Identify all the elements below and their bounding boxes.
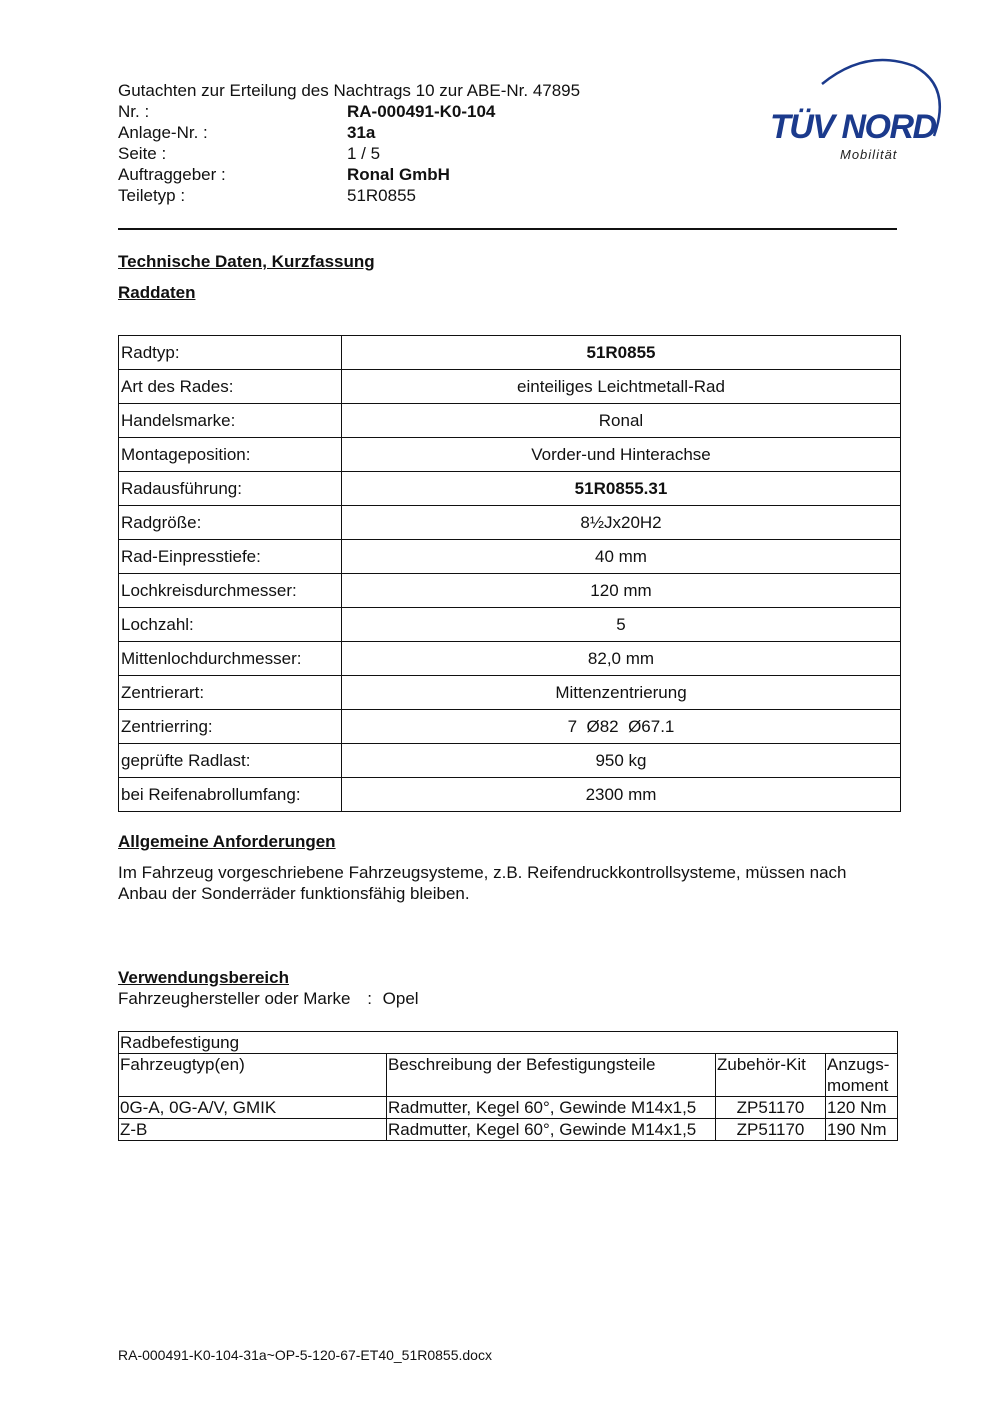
header-label: Teiletyp :	[118, 186, 186, 205]
spec-label: Radtyp:	[119, 336, 342, 370]
header-value: 1 / 5	[347, 144, 381, 163]
raddaten-table	[118, 335, 901, 812]
table-row	[119, 540, 901, 574]
table-title-row	[119, 1032, 898, 1054]
column-header: Fahrzeugtyp(en)	[119, 1054, 387, 1097]
header-title: Gutachten zur Erteilung des Nachtrags 10 zur ABE-Nr. 47895	[118, 81, 581, 100]
header-label: Anlage-Nr. :	[118, 123, 208, 142]
spec-label: Zentrierring:	[119, 710, 342, 744]
spec-label: Art des Rades:	[119, 370, 342, 404]
table-cell: Radmutter, Kegel 60°, Gewinde M14x1,5	[387, 1119, 716, 1141]
tuev-nord-logo	[766, 58, 946, 168]
table-cell: 0G-A, 0G-A/V, GMIK	[119, 1097, 387, 1119]
manufacturer-separator: :	[367, 989, 372, 1008]
table-row	[119, 472, 901, 506]
section-title-tech: Technische Daten, Kurzfassung	[118, 252, 375, 271]
document-header	[118, 80, 580, 206]
spec-value: 2300 mm	[342, 778, 901, 812]
table-row	[119, 574, 901, 608]
header-value: Ronal GmbH	[347, 165, 450, 184]
table-row	[119, 710, 901, 744]
header-field-auftraggeber	[118, 164, 580, 185]
section-title-allgemein: Allgemeine Anforderungen	[118, 832, 336, 851]
table-row	[119, 1097, 898, 1119]
table-row	[119, 404, 901, 438]
header-value: RA-000491-K0-104	[347, 102, 496, 121]
manufacturer-label: Fahrzeughersteller oder Marke	[118, 989, 351, 1008]
footer-filename: RA-000491-K0-104-31a~OP-5-120-67-ET40_51R0855.docx	[118, 1347, 492, 1363]
table-title: Radbefestigung	[119, 1032, 898, 1054]
column-header: Zubehör-Kit	[716, 1054, 826, 1097]
table-row	[119, 1119, 898, 1141]
header-field-teiletyp	[118, 185, 580, 206]
spec-label: Rad-Einpresstiefe:	[119, 540, 342, 574]
table-cell: Z-B	[119, 1119, 387, 1141]
spec-label: Radgröße:	[119, 506, 342, 540]
spec-label: Radausführung:	[119, 472, 342, 506]
table-row	[119, 438, 901, 472]
spec-value: 40 mm	[342, 540, 901, 574]
allgemein-paragraph: Im Fahrzeug vorgeschriebene Fahrzeugsysteme, z.B. Reifendruckkontrollsysteme, müssen nach Anbau der Sonderräder funktionsfähig bleiben.	[118, 863, 847, 903]
table-header-row	[119, 1054, 898, 1097]
spec-value: 51R0855.31	[342, 472, 901, 506]
table-row	[119, 608, 901, 642]
spec-value: einteiliges Leichtmetall-Rad	[342, 370, 901, 404]
table-row	[119, 506, 901, 540]
spec-label: geprüfte Radlast:	[119, 744, 342, 778]
manufacturer-value: Opel	[382, 989, 419, 1008]
spec-value: 950 kg	[342, 744, 901, 778]
header-field-anlage	[118, 122, 580, 143]
spec-value: Ronal	[342, 404, 901, 438]
header-divider	[118, 228, 897, 230]
header-label: Seite :	[118, 144, 167, 163]
table-row	[119, 778, 901, 812]
spec-label: bei Reifenabrollumfang:	[119, 778, 342, 812]
table-cell: ZP51170	[716, 1097, 826, 1119]
header-label: Auftraggeber :	[118, 165, 226, 184]
logo-sub-text: Mobilität	[840, 147, 898, 162]
section-title-verwendung: Verwendungsbereich	[118, 968, 289, 987]
header-field-seite	[118, 143, 580, 164]
radbefestigung-table	[118, 1031, 898, 1141]
spec-label: Handelsmarke:	[119, 404, 342, 438]
table-cell: 190 Nm	[826, 1119, 898, 1141]
spec-value: 5	[342, 608, 901, 642]
column-header: Beschreibung der Befestigungsteile	[387, 1054, 716, 1097]
spec-label: Mittenlochdurchmesser:	[119, 642, 342, 676]
logo-brand-text: TÜV NORD	[770, 108, 936, 146]
spec-label: Lochkreisdurchmesser:	[119, 574, 342, 608]
spec-value: 120 mm	[342, 574, 901, 608]
table-row	[119, 336, 901, 370]
spec-label: Zentrierart:	[119, 676, 342, 710]
header-value: 31a	[347, 123, 376, 142]
table-cell: ZP51170	[716, 1119, 826, 1141]
spec-value: 7 Ø82 Ø67.1	[342, 710, 901, 744]
spec-value: Mittenzentrierung	[342, 676, 901, 710]
table-cell: Radmutter, Kegel 60°, Gewinde M14x1,5	[387, 1097, 716, 1119]
table-cell: 120 Nm	[826, 1097, 898, 1119]
header-field-nr	[118, 101, 580, 122]
spec-label: Lochzahl:	[119, 608, 342, 642]
spec-value: 8½Jx20H2	[342, 506, 901, 540]
table-row	[119, 370, 901, 404]
table-row	[119, 744, 901, 778]
spec-value: 51R0855	[342, 336, 901, 370]
column-header: Anzugs-moment	[826, 1054, 898, 1097]
table-row	[119, 642, 901, 676]
header-label: Nr. :	[118, 102, 150, 121]
section-title-raddaten: Raddaten	[118, 283, 196, 302]
spec-value: Vorder-und Hinterachse	[342, 438, 901, 472]
header-value: 51R0855	[347, 186, 417, 205]
table-row	[119, 676, 901, 710]
vehicle-manufacturer-line	[118, 989, 419, 1009]
spec-label: Montageposition:	[119, 438, 342, 472]
spec-value: 82,0 mm	[342, 642, 901, 676]
